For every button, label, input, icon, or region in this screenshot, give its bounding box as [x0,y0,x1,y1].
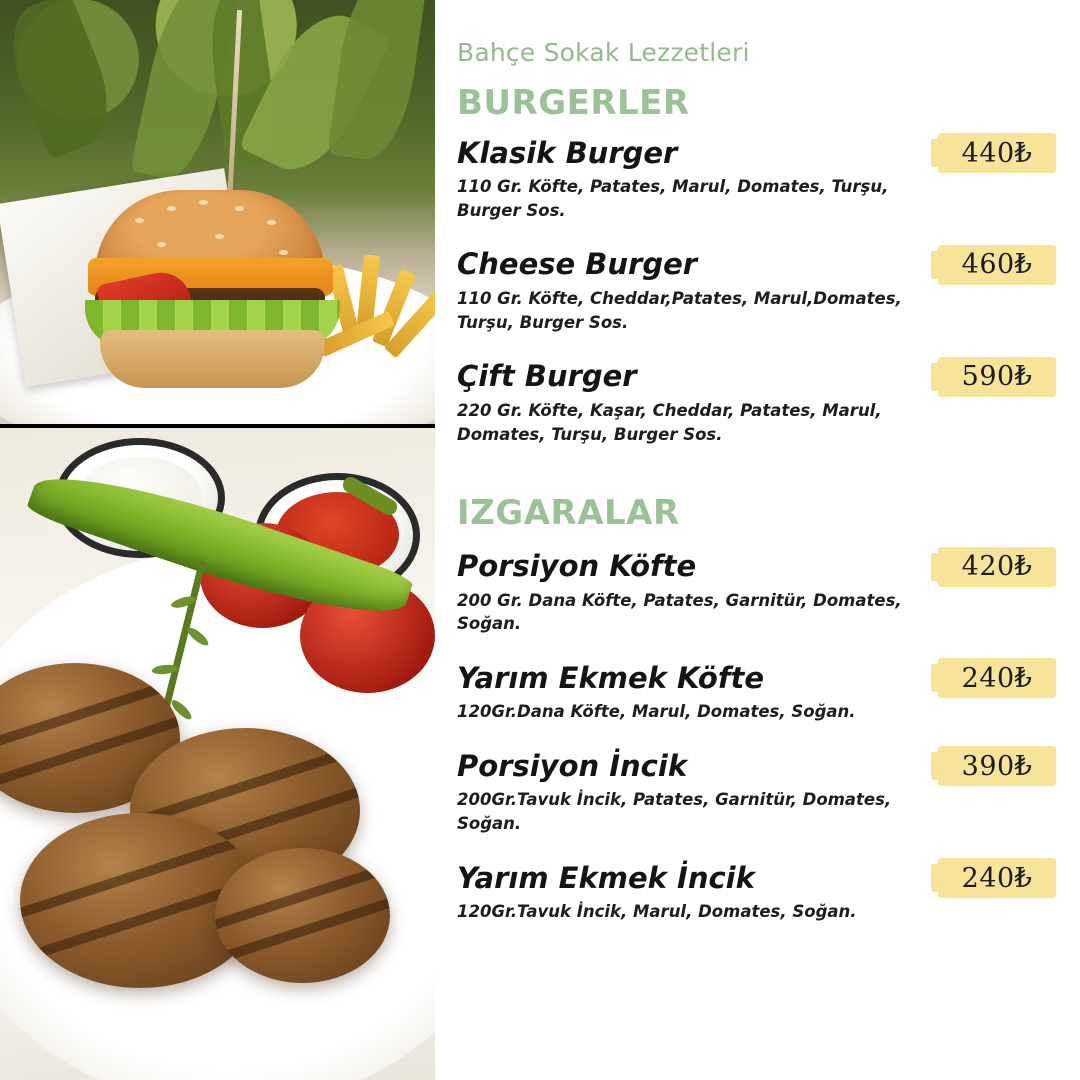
menu-item-header [457,658,1056,698]
brand-title: Bahçe Sokak Lezzetleri [457,38,750,67]
menu-item-name: Porsiyon İncik [457,748,688,783]
section-title: BURGERLER [457,83,690,123]
menu-item-name: Çift Burger [457,359,637,394]
sesame-seed [279,250,288,255]
fries-group [330,255,435,365]
menu-section-izgaralar [457,493,1056,925]
price-badge [938,547,1056,587]
burger-photo [0,0,435,424]
menu-item-name: Yarım Ekmek İncik [457,860,755,895]
menu-item-name: Yarım Ekmek Köfte [457,660,765,695]
price-value: 420₺ [961,551,1033,583]
price-badge [938,133,1056,173]
kofte-photo-scene [0,428,435,1080]
price-value: 590₺ [961,361,1033,393]
price-badge [938,357,1056,397]
menu-item-description: 110 Gr. Köfte, Cheddar,Patates, Marul,Domates, Turşu, Burger Sos. [457,288,902,332]
menu-item [457,245,1056,335]
price-value: 240₺ [961,662,1033,694]
menu-item-description: 220 Gr. Köfte, Kaşar, Cheddar, Patates, Marul, Domates, Turşu, Burger Sos. [457,400,882,444]
grilled-kofte-patty [215,848,390,983]
burger-bun-bottom [100,330,325,388]
menu-item-description: 120Gr.Dana Köfte, Marul, Domates, Soğan. [457,702,856,722]
sesame-seed [267,220,276,225]
burger-photo-scene [0,0,435,424]
price-value: 460₺ [961,249,1033,281]
menu-item-name: Klasik Burger [457,135,678,170]
menu-item-description: 110 Gr. Köfte, Patates, Marul, Domates, Turşu, Burger Sos. [457,177,889,220]
sesame-seed [235,206,244,211]
photo-column [0,0,435,1080]
menu-section-burgerler [457,83,1056,447]
menu-item [457,858,1056,924]
price-badge [938,245,1056,285]
price-badge [938,746,1056,786]
sesame-seed [215,234,224,239]
price-value: 240₺ [961,862,1033,894]
menu-item-description: 120Gr.Tavuk İncik, Marul, Domates, Soğan. [457,902,857,922]
menu-item-header [457,746,1056,786]
kofte-photo [0,428,435,1080]
sesame-seed [135,218,144,223]
menu-item-header [457,858,1056,898]
section-title: IZGARALAR [457,492,680,533]
menu-item-name: Porsiyon Köfte [457,549,697,584]
menu-item-header [457,245,1056,285]
menu-item-header [457,357,1056,397]
plant-leaf-icon [0,0,125,160]
menu-item-description: 200 Gr. Dana Köfte, Patates, Garnitür, Domates, Soğan. [457,590,902,634]
menu-column [435,0,1080,1080]
menu-item-header [457,133,1056,173]
sesame-seed [167,206,176,211]
price-value: 440₺ [961,137,1033,169]
sesame-seed [157,242,166,247]
price-value: 390₺ [961,750,1033,782]
menu-item [457,746,1056,836]
menu-item [457,547,1056,637]
menu-item-name: Cheese Burger [457,247,698,282]
menu-item [457,357,1056,447]
menu-item-header [457,547,1056,587]
menu-item-description: 200Gr.Tavuk İncik, Patates, Garnitür, Domates, Soğan. [457,790,892,834]
price-badge [938,858,1056,898]
sesame-seed [199,200,208,205]
menu-item [457,658,1056,724]
price-badge [938,658,1056,698]
menu-item [457,133,1056,223]
